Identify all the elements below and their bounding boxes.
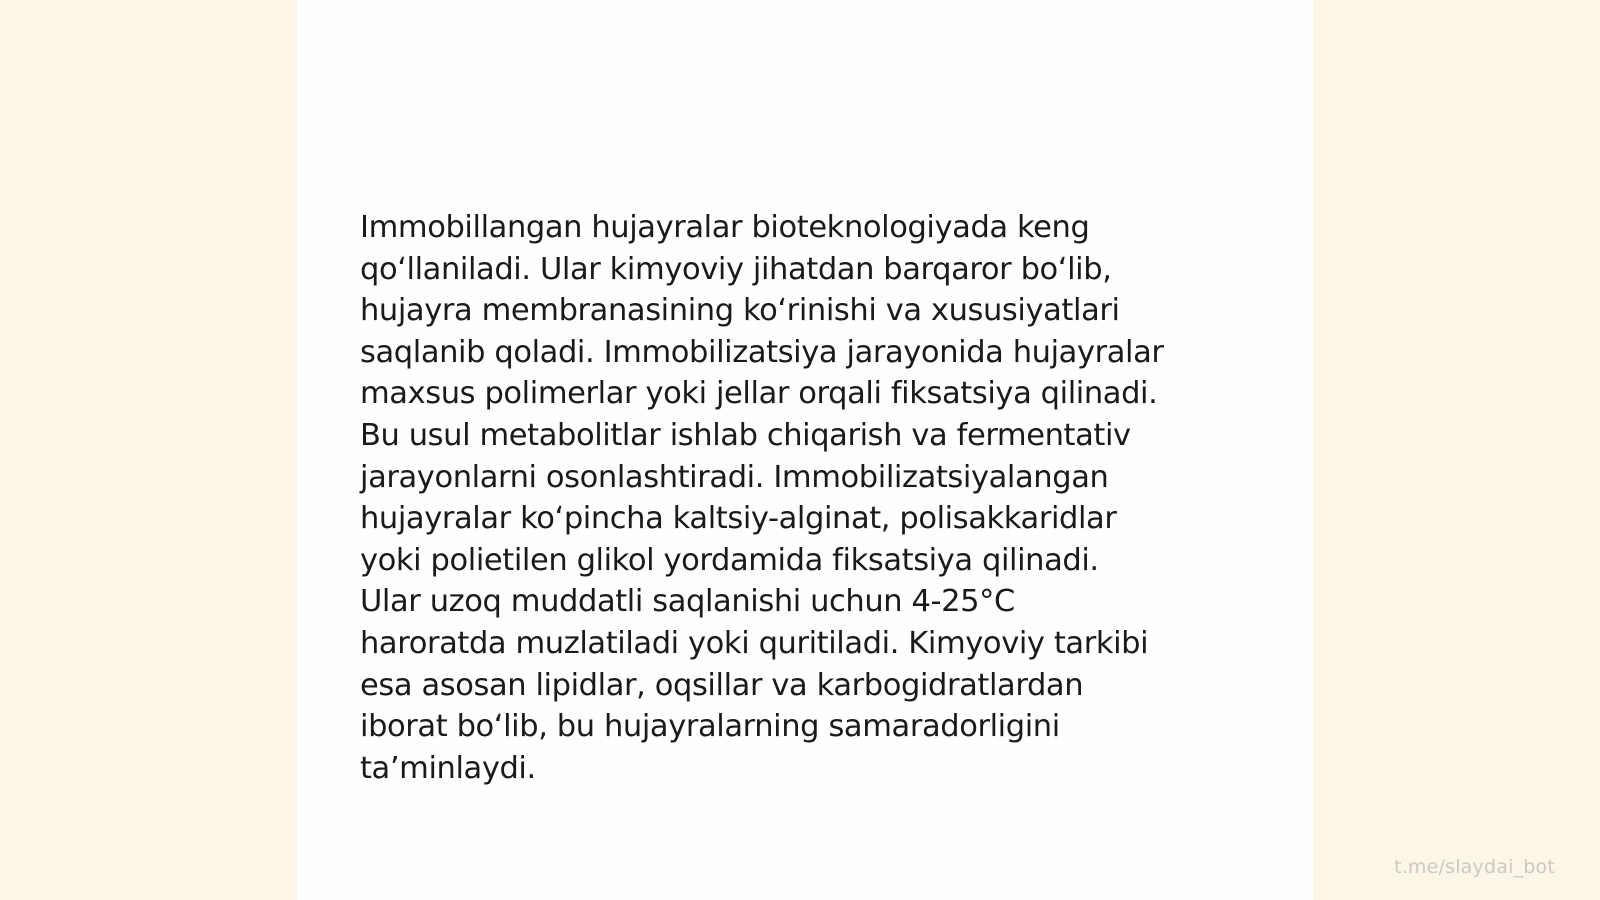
body-line-10: Ular uzoq muddatli saqlanishi uchun 4-25°C xyxy=(360,584,1015,620)
body-line-9: yoki polietilen glikol yordamida fiksatsiya qilinadi. xyxy=(360,542,1099,578)
body-line-2: qo‘llaniladi. Ular kimyoviy jihatdan barqaror bo‘lib, xyxy=(360,251,1112,287)
body-line-14: ta’minlaydi. xyxy=(360,750,536,786)
body-line-13: iborat bo‘lib, bu hujayralarning samaradorligini xyxy=(360,709,1060,745)
body-line-3: hujayra membranasining ko‘rinishi va xususiyatlari xyxy=(360,293,1120,329)
body-line-4: saqlanib qoladi. Immobilizatsiya jarayonida hujayralar xyxy=(360,334,1164,370)
body-line-1: Immobillangan hujayralar bioteknologiyada keng xyxy=(360,210,1090,245)
left-margin-band xyxy=(0,0,297,900)
body-line-11: haroratda muzlatiladi yoki quritiladi. Kimyoviy tarkibi xyxy=(360,625,1149,661)
body-line-12: esa asosan lipidlar, oqsillar va karbogidratlardan xyxy=(360,667,1084,703)
slide-body-text xyxy=(360,207,1250,789)
body-line-8: hujayralar ko‘pincha kaltsiy-alginat, polisakkaridlar xyxy=(360,501,1117,537)
body-line-7: jarayonlarni osonlashtiradi. Immobilizatsiyalangan xyxy=(360,459,1109,495)
body-line-5: maxsus polimerlar yoki jellar orqali fiksatsiya qilinadi. xyxy=(360,376,1158,412)
watermark-link: t.me/slaydai_bot xyxy=(1394,856,1555,878)
body-line-6: Bu usul metabolitlar ishlab chiqarish va fermentativ xyxy=(360,417,1131,453)
right-margin-band xyxy=(1313,0,1600,900)
